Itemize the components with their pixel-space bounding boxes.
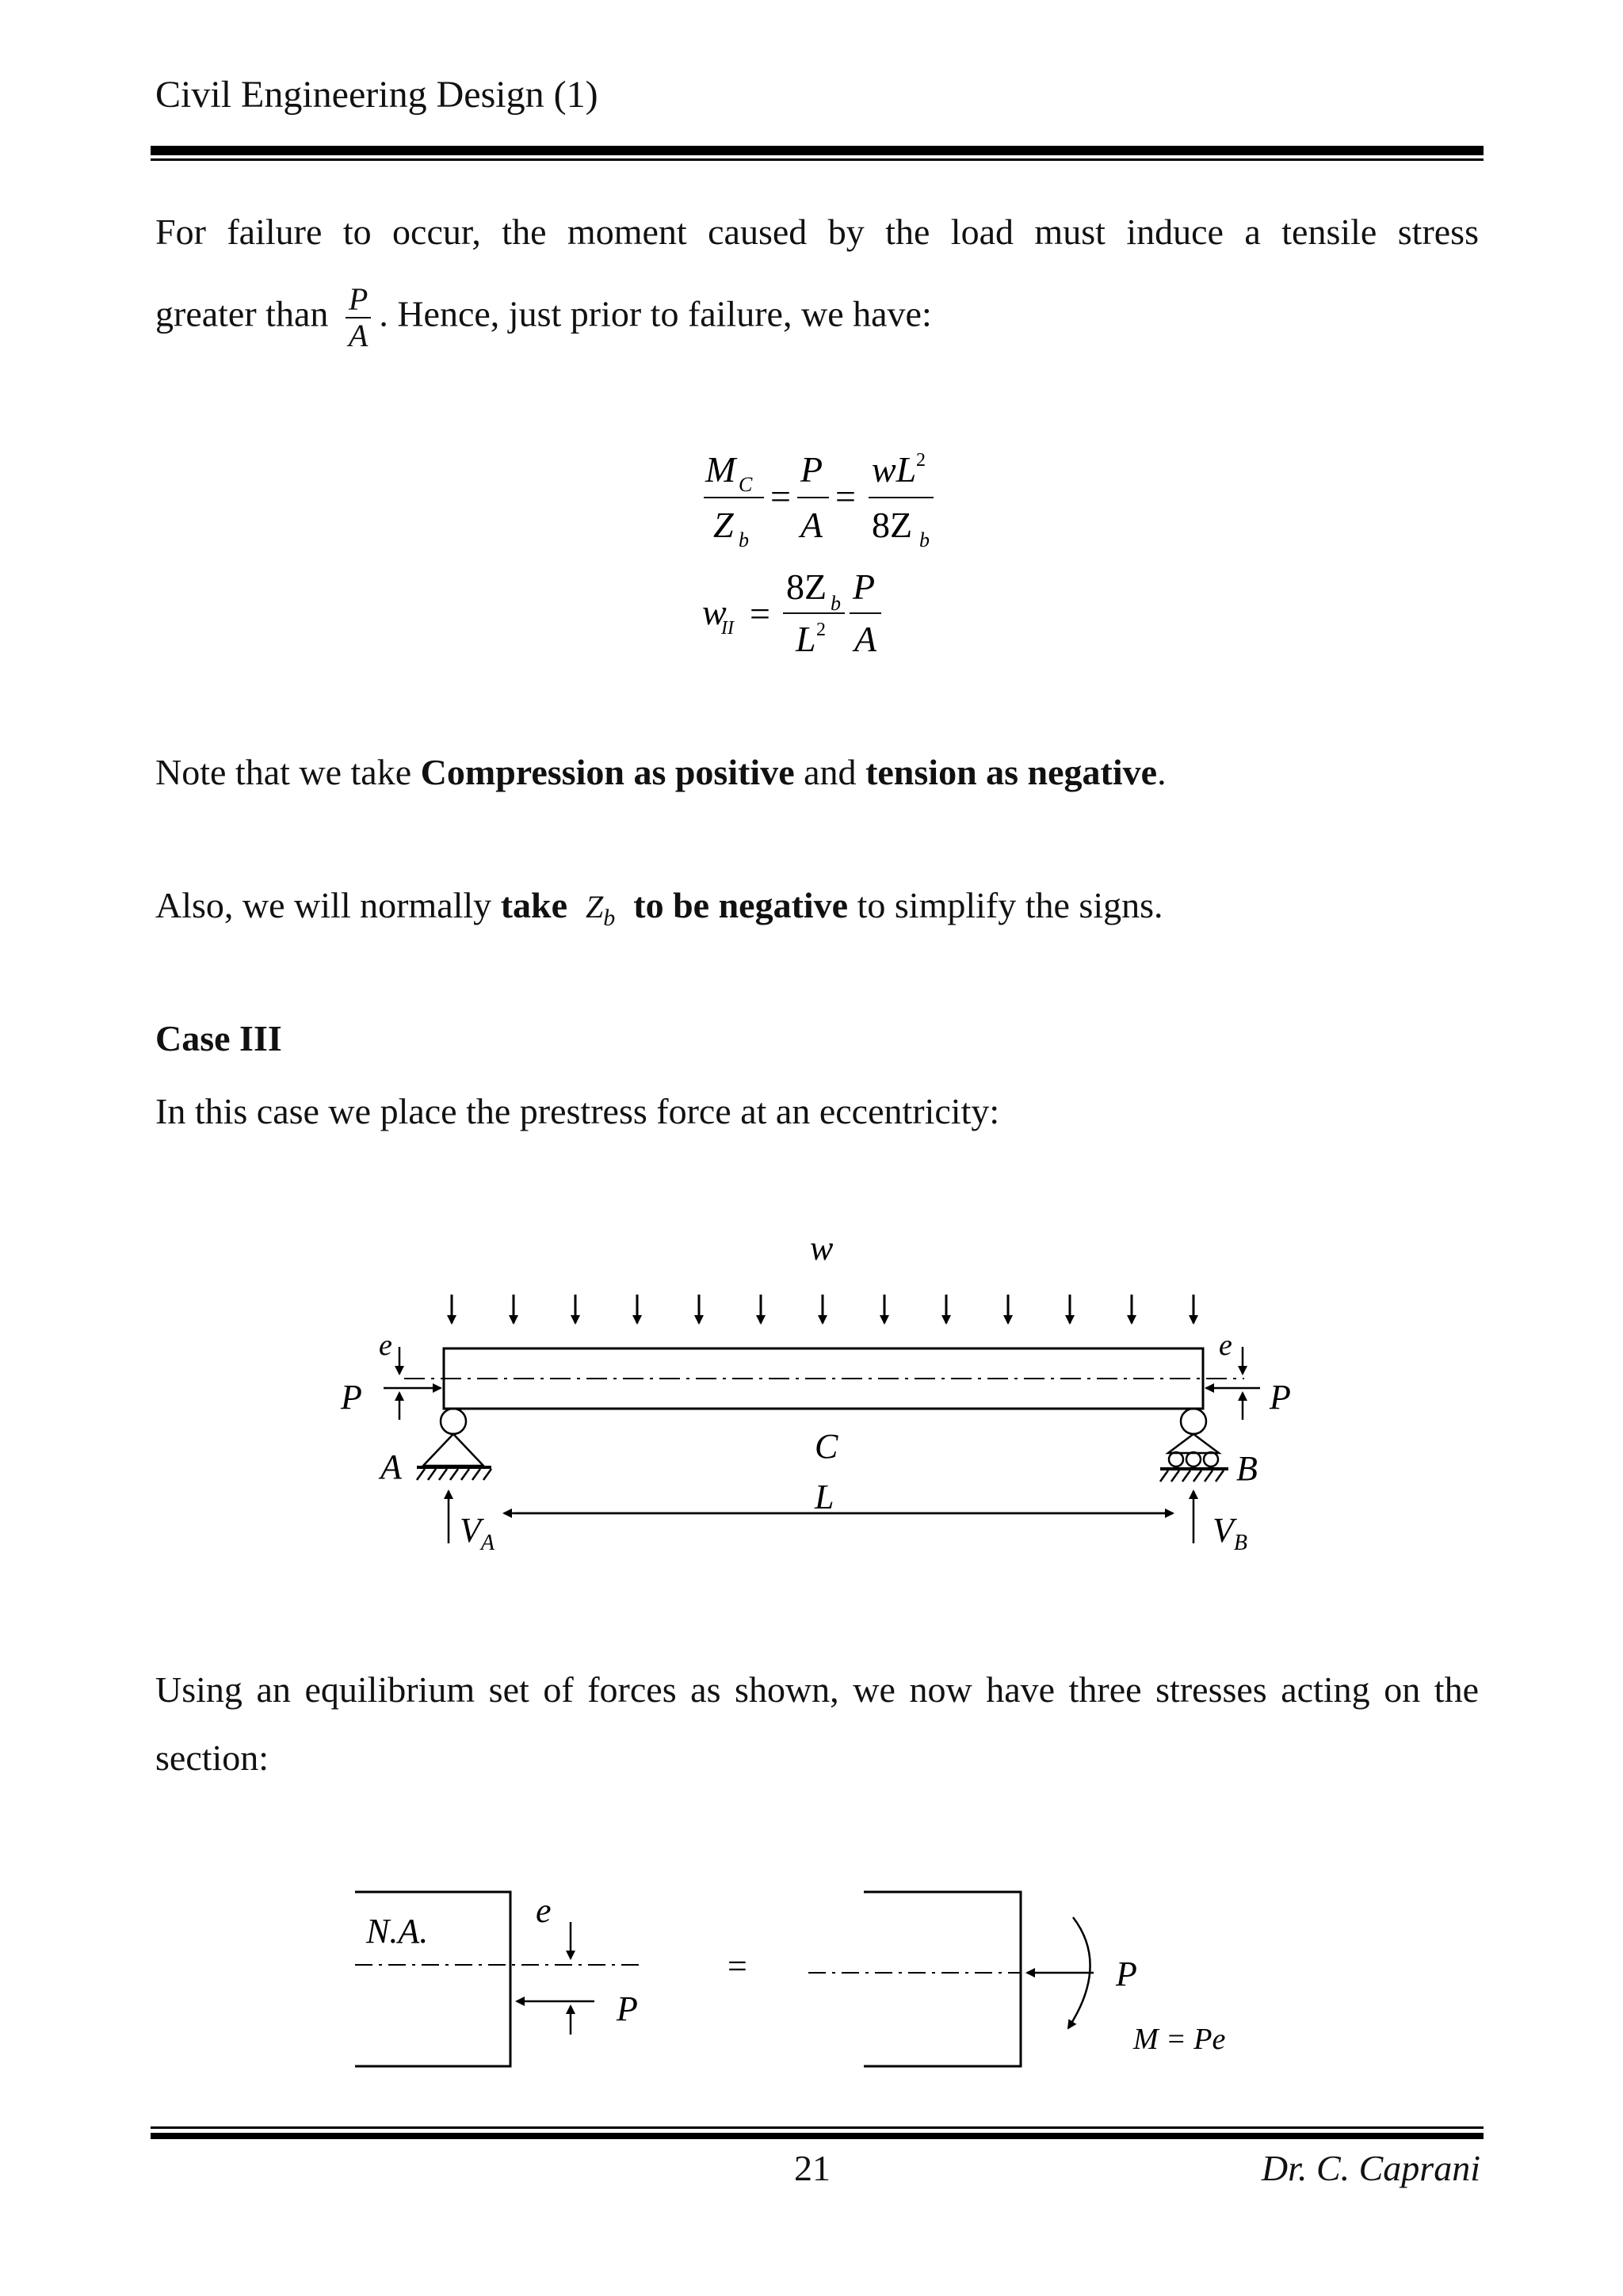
eq2-f1-num-sub: b xyxy=(831,592,841,615)
eq1-equals-1: = xyxy=(770,476,791,517)
footer-rule-thick xyxy=(151,2133,1484,2139)
also-bold-negative: to be negative xyxy=(633,885,849,925)
na-label: N.A. xyxy=(366,1912,429,1951)
line2-pre: greater than xyxy=(155,293,329,334)
eq1-lhs-den: Z xyxy=(713,505,734,545)
footer-rule-thin xyxy=(151,2126,1484,2129)
support-a-label: A xyxy=(380,1447,402,1486)
moment-label: M = Pe xyxy=(1133,2023,1226,2056)
load-label-w: w xyxy=(810,1229,834,1268)
note-pre: Note that we take xyxy=(155,752,421,792)
page-header-title: Civil Engineering Design (1) xyxy=(155,74,598,116)
p-left-label: P xyxy=(341,1378,362,1417)
eq2-f1-den-sup: 2 xyxy=(816,620,826,640)
midspan-label: C xyxy=(815,1427,838,1466)
paragraph-line2 xyxy=(155,282,1479,353)
header-rule-thin xyxy=(151,158,1484,161)
equals-sign: = xyxy=(727,1947,747,1985)
note-mid: and xyxy=(794,752,866,792)
eq1-mid-num: P xyxy=(800,449,823,490)
fraction-p-over-a xyxy=(346,282,371,353)
span-label: L xyxy=(815,1478,834,1516)
eq2-f1-den: L xyxy=(796,619,816,659)
case-heading: Case III xyxy=(155,1018,282,1058)
eq1-mid-den: A xyxy=(800,505,823,545)
frac-den: A xyxy=(348,318,369,353)
distributed-load-arrows xyxy=(452,1295,1193,1323)
also-bold-take: take xyxy=(500,885,568,925)
p-left-section-label: P xyxy=(617,1989,638,2028)
para2-line2: section: xyxy=(155,1737,269,1778)
paragraph-line1: For failure to occur, the moment caused by the load must induce a tensile stress xyxy=(155,212,1479,252)
eq2-equals: = xyxy=(750,593,770,634)
eq1-lhs-den-sub: b xyxy=(739,528,749,551)
note-post: . xyxy=(1157,752,1167,792)
pin-support-a xyxy=(417,1409,491,1480)
section-diagram xyxy=(349,1870,1284,2076)
also-pre: Also, we will normally xyxy=(155,885,501,925)
eq1-rhs-den-sub: b xyxy=(919,528,930,551)
para2-line1: Using an equilibrium set of forces as shown, we now have three stresses acting on the xyxy=(155,1669,1479,1710)
eq1-rhs-den: 8Z xyxy=(872,505,913,545)
eq1-rhs-num: wL xyxy=(872,449,917,490)
support-b-label: B xyxy=(1236,1449,1258,1488)
eq2-lhs-sub: II xyxy=(721,618,734,639)
reaction-a-label: $V_A$ xyxy=(460,1511,495,1555)
right-section-outline xyxy=(864,1892,1021,2066)
eq1-lhs-num-sub: C xyxy=(739,473,753,496)
note-bold-tension: tension as negative xyxy=(865,752,1158,792)
case-text: In this case we place the prestress force at an eccentricity: xyxy=(155,1091,1000,1131)
eq2-lhs: w xyxy=(702,592,727,632)
also-paragraph xyxy=(155,871,1479,952)
also-symbol-sub: b xyxy=(603,905,616,931)
also-symbol-z: Z xyxy=(586,889,604,925)
line2-post: . Hence, just prior to failure, we have: xyxy=(379,293,932,334)
p-right-section-label: P xyxy=(1116,1955,1137,1993)
also-post: to simplify the signs. xyxy=(848,885,1163,925)
beam-diagram xyxy=(317,1220,1316,1569)
eq2-f2-den: A xyxy=(854,619,877,659)
e-right-label: e xyxy=(1219,1329,1232,1362)
equations xyxy=(682,444,967,681)
author: Dr. C. Caprani xyxy=(1261,2148,1480,2188)
note-paragraph xyxy=(155,738,1479,807)
reaction-b-label: $V_B$ xyxy=(1212,1511,1247,1555)
roller-support-b xyxy=(1160,1409,1228,1482)
eq1-equals-2: = xyxy=(835,476,856,517)
eq2-f2-num: P xyxy=(853,566,876,607)
page-number: 21 xyxy=(794,2148,831,2188)
eq1-rhs-num-sup: 2 xyxy=(916,450,926,471)
eq2-f1-num: 8Z xyxy=(786,566,827,607)
header-rule-thick xyxy=(151,146,1484,155)
e-left-label: e xyxy=(379,1329,392,1362)
frac-num: P xyxy=(346,282,371,318)
eq1-lhs-num: M xyxy=(705,449,736,490)
e-label: e xyxy=(536,1891,552,1930)
p-right-label: P xyxy=(1270,1378,1291,1417)
note-bold-compression: Compression as positive xyxy=(420,752,795,792)
